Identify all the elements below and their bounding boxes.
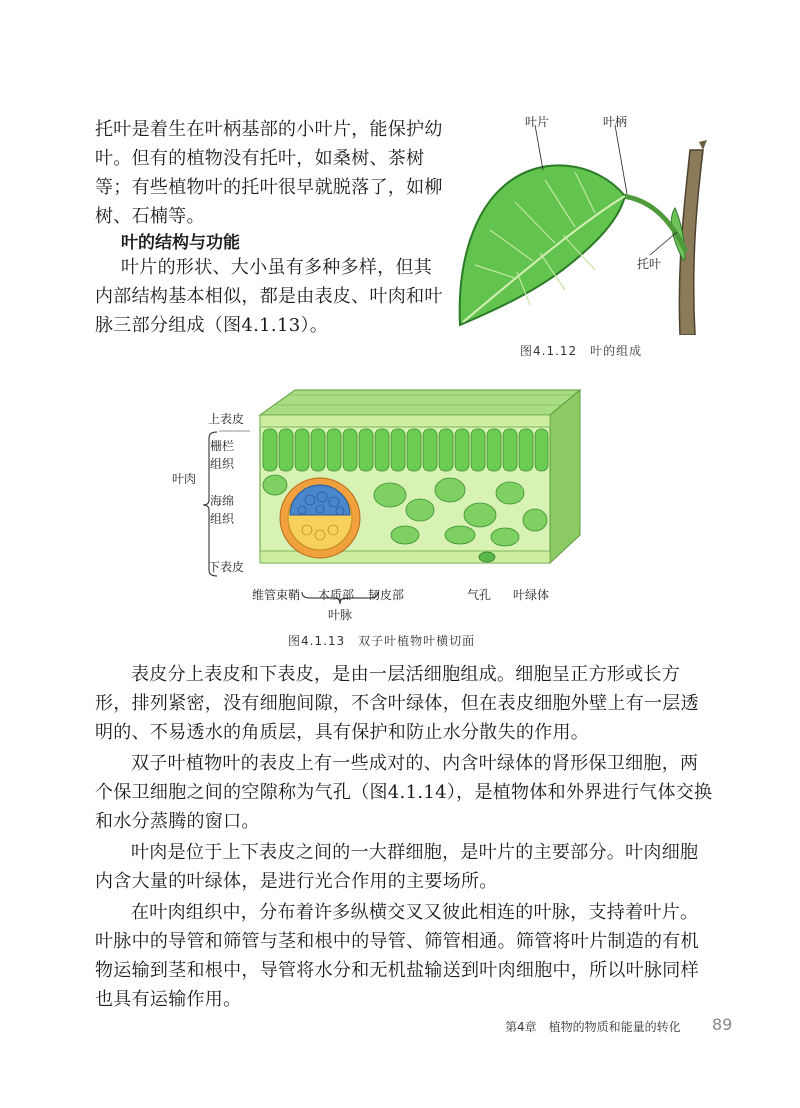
label-stipule: 托叶 — [637, 257, 662, 271]
intro-paragraph: 托叶是着生在叶柄基部的小叶片，能保护幼叶。但有的植物没有托叶，如桑树、茶树等；有些植物叶的托叶很早就脱落了，如柳树、石楠等。 — [95, 119, 443, 227]
mesophyll-paragraph: 叶肉是位于上下表皮之间的一大群细胞，是叶片的主要部分。叶肉细胞内含大量的叶绿体，是进行光合作用的主要场所。 — [95, 842, 699, 892]
label-phloem: 韧皮部 — [368, 588, 405, 602]
section-heading: 叶的结构与功能 — [121, 233, 240, 253]
footer-chapter: 第4章 植物的物质和能量的转化 — [505, 1020, 681, 1034]
figure-caption-4-1-13: 图4.1.13 双子叶植物叶横切面 — [288, 634, 476, 648]
structure-paragraph: 叶片的形状、大小虽有多种多样，但其内部结构基本相似，都是由表皮、叶肉和叶脉三部分组成（图4.1.13）。 — [95, 257, 443, 336]
leaf-cross-section-figure — [255, 385, 585, 580]
label-leaf-blade: 叶片 — [525, 115, 550, 129]
label-spongy-tissue: 海绵组织 — [210, 494, 235, 526]
label-bundle-sheath: 维管束鞘 — [252, 588, 301, 602]
label-chloroplast: 叶绿体 — [513, 588, 550, 602]
leaf-blade-shape — [460, 165, 625, 325]
page-number: 89 — [712, 1015, 733, 1034]
stoma-shape — [479, 552, 495, 562]
upper-epidermis-layer — [260, 415, 550, 427]
vein-paragraph: 在叶肉组织中，分布着许多纵横交叉又彼此相连的叶脉，支持着叶片。叶脉中的导管和筛管与茎和根中的导管、筛管相通。筛管将叶片制造的有机物运输到茎和根中，导管将水分和无机盐输送到叶肉细胞中，所以叶脉同样也具有运输作用。 — [95, 902, 699, 1010]
stomata-paragraph: 双子叶植物叶的表皮上有一些成对的、内含叶绿体的肾形保卫细胞，两个保卫细胞之间的空隙称为气孔（图4.1.14），是植物体和外界进行气体交换和水分蒸腾的窗口。 — [95, 753, 713, 832]
label-lower-epidermis: 下表皮 — [208, 560, 245, 574]
leaf-composition-figure — [445, 110, 720, 335]
label-upper-epidermis: 上表皮 — [208, 412, 245, 426]
label-stoma: 气孔 — [467, 588, 492, 602]
figure-caption-4-1-12: 图4.1.12 叶的组成 — [520, 344, 643, 358]
label-xylem: 木质部 — [318, 588, 355, 602]
label-vein: 叶脉 — [328, 608, 353, 622]
label-petiole: 叶柄 — [603, 115, 628, 129]
epidermis-paragraph: 表皮分上表皮和下表皮，是由一层活细胞组成。细胞呈正方形或长方形，排列紧密，没有细胞间隙，不含叶绿体，但在表皮细胞外壁上有一层透明的、不易透水的角质层，具有保护和防止水分散失的作用。 — [95, 664, 699, 743]
label-palisade-tissue: 栅栏组织 — [210, 439, 235, 471]
label-mesophyll: 叶肉 — [172, 472, 197, 486]
body-text — [95, 660, 715, 1014]
